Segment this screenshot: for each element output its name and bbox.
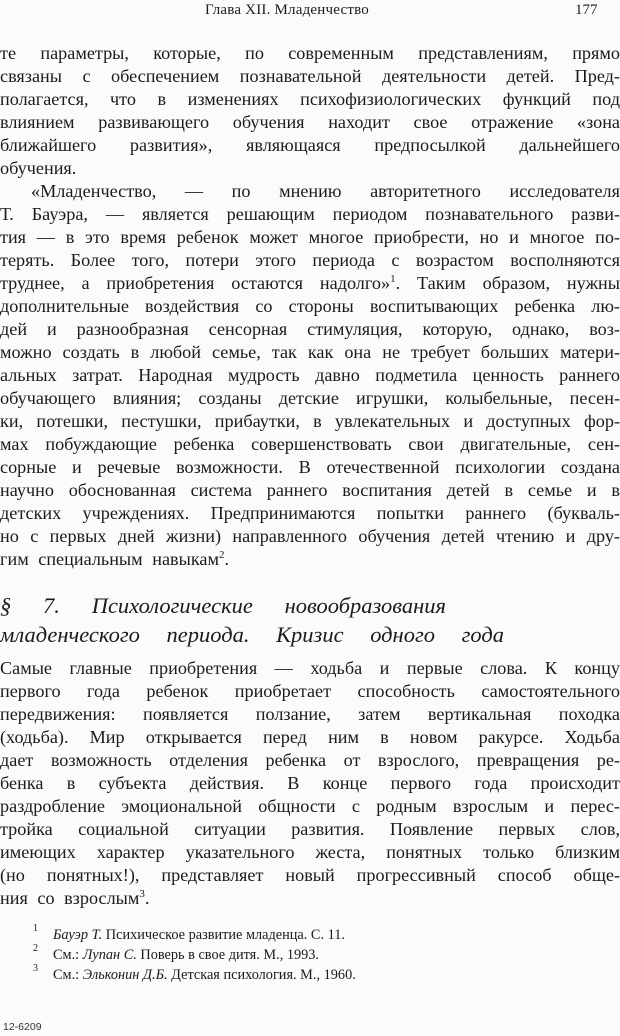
text-line: альных затрат. Народная мудрость давно подметила ценность раннего <box>0 365 620 385</box>
text-line: бенка в субъекта действия. В конце первого года происходит <box>0 773 620 793</box>
text-line: тройка социальной ситуации развития. Появление первых слов, <box>0 819 620 839</box>
text-line-with-footnote <box>0 887 620 910</box>
text-line: мах побуждающие ребенка совершенствовать свои двигательные, сен- <box>0 434 620 454</box>
text-line: ближайшего развития», являющаяся предпосылкой дальнейшего <box>0 135 620 155</box>
footnote-3 <box>33 965 553 985</box>
footnote-author: Бауэр Т. <box>53 927 103 943</box>
paragraph-3 <box>0 657 620 910</box>
text-line: передвижения: появляется ползание, затем вертикальная походка <box>0 704 620 724</box>
text-line: можно создать в любой семье, так как она не требует больших матери- <box>0 342 620 362</box>
footnote-1 <box>33 925 553 945</box>
section-heading-line-1: § 7. Психологические новообразования <box>0 593 446 618</box>
text-line: Самые главные приобретения — ходьба и первые слова. К концу <box>0 658 620 678</box>
footnote-body: Детская психология. М., 1960. <box>167 967 356 983</box>
text-line: детских учреждениях. Предпринимаются попытки раннего (букваль- <box>0 503 620 523</box>
text-line: тия — в это время ребенок может многое приобрести, но и многое по- <box>0 227 620 247</box>
text-line: те параметры, которые, по современным представлениям, прямо <box>0 43 620 63</box>
printer-signature: 12-6209 <box>3 1021 42 1033</box>
paragraph-1 <box>0 42 620 180</box>
text-line: Т. Бауэра, — является решающим периодом познавательного разви- <box>0 204 620 224</box>
text-line: имеющих характер указательного жеста, понятных только близким <box>0 842 620 862</box>
line-text: гим специальным навыкам <box>0 549 219 569</box>
text-line: полагается, что в изменениях психофизиологических функций под <box>0 89 620 109</box>
text-line: ки, потешки, пестушки, прибаутки, в увлекательных и доступных фор- <box>0 411 620 431</box>
footnote-text <box>53 967 356 983</box>
text-line: первого года ребенок приобретает способность самостоятельного <box>0 681 620 701</box>
text-line: обучающего влияния; созданы детские игрушки, колыбельные, песен- <box>0 388 620 408</box>
footnote-body: Психическое развитие младенца. С. 11. <box>102 927 345 943</box>
footnote-author: Эльконин Д.Б. <box>82 967 168 983</box>
footnote-2 <box>33 945 553 965</box>
footnote-body: Поверь в свое дитя. М., 1993. <box>136 947 320 963</box>
text-line: (ходьба). Мир открывается перед ним в новом ракурсе. Ходьба <box>0 727 620 747</box>
footnotes <box>33 925 553 985</box>
text-line-with-footnote <box>0 272 620 295</box>
text-line: дополнительные воздействия со стороны воспитывающих ребенка лю- <box>0 296 620 316</box>
footnote-text <box>53 947 319 963</box>
line-text: труднее, а приобретения остаются надолго» <box>0 273 391 293</box>
footnote-prefix: См.: <box>53 947 83 963</box>
footnote-ref-1: 1 <box>390 272 396 285</box>
footnote-mark: 2 <box>33 943 38 954</box>
section-heading-line-2: младенческого периода. Кризис одного года <box>0 622 504 647</box>
text-line-with-footnote <box>0 548 620 571</box>
text-line: раздробление эмоциональной общности с родным взрослым и перес- <box>0 796 620 816</box>
footnote-ref-2: 2 <box>218 548 225 561</box>
footnote-mark: 3 <box>33 963 38 974</box>
footnote-author: Лупан С. <box>82 947 137 963</box>
text-line: дает возможность отделения ребенка от взрослого, превращения ре- <box>0 750 620 770</box>
line-text-tail: . Таким образом, нужны <box>395 273 620 293</box>
paragraph-2 <box>0 180 620 571</box>
footnote-prefix: См.: <box>53 967 83 983</box>
page-number: 177 <box>575 2 598 18</box>
text-line: дей и разнообразная сенсорная стимуляция, которую, однако, воз- <box>0 319 620 339</box>
line-text: ния со взрослым <box>0 888 140 908</box>
text-line: «Младенчество, — по мнению авторитетного исследователя <box>31 181 620 201</box>
text-line: обучения. <box>0 158 77 178</box>
footnote-text <box>53 927 345 943</box>
text-line: научно обоснованная система раннего воспитания детей в семье и в <box>0 480 620 500</box>
text-line: связаны с обеспечением познавательной деятельности детей. Пред- <box>0 66 620 86</box>
text-line: терять. Более того, потери этого периода с возрастом восполняются <box>0 250 620 270</box>
line-text-tail: . <box>224 549 230 569</box>
text-line: влиянием развивающего обучения находит свое отражение «зона <box>0 112 620 132</box>
line-text-tail: . <box>144 888 150 908</box>
running-head: Глава XII. Младенчество <box>205 2 369 18</box>
text-line: сорные и речевые возможности. В отечественной психологии создана <box>0 457 620 477</box>
footnote-ref-3: 3 <box>139 887 145 900</box>
footnote-mark: 1 <box>33 923 38 934</box>
text-line: но с первых дней жизни) направленного обучения детей чтению и дру- <box>0 526 620 546</box>
text-line: (но понятных!), представляет новый прогрессивный способ обще- <box>0 865 620 885</box>
